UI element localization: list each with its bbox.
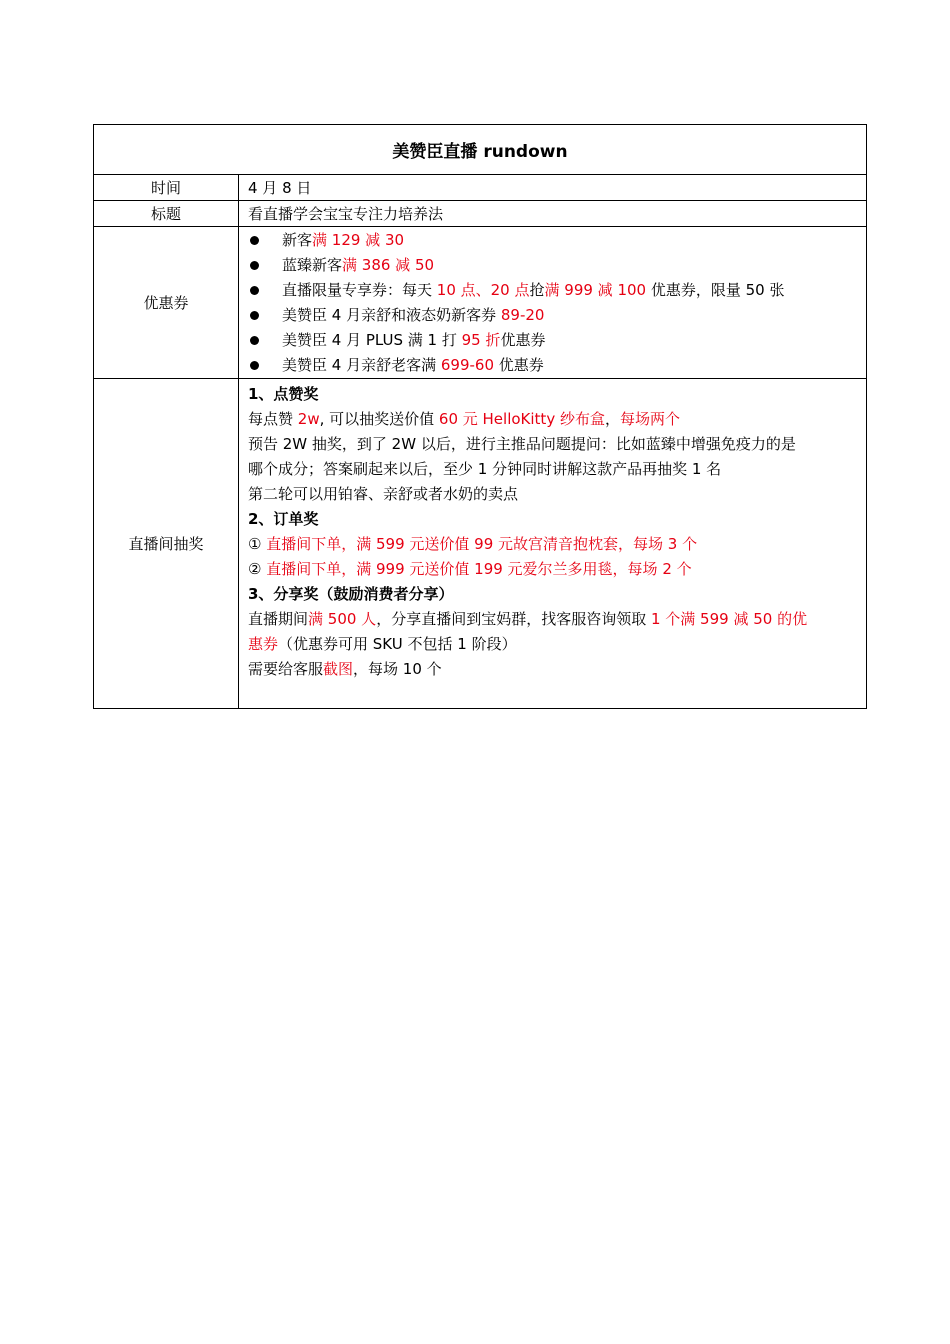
text-segment: ， [604, 410, 620, 428]
subject-value: 看直播学会宝宝专注力培养法 [239, 201, 867, 227]
text-segment: 第二轮可以用铂睿、亲舒或者水奶的卖点 [248, 485, 519, 503]
lottery-line [248, 407, 858, 432]
text-segment: 美赞臣 4 月 PLUS 满 1 打 [282, 331, 462, 349]
text-segment: 预告 2W 抽奖，到了 2W 以后，进行主推品问题提问：比如蓝臻中增强免疫力的是 [248, 435, 796, 453]
bullet-icon [250, 261, 259, 270]
text-segment: 2w [297, 410, 320, 428]
text-segment: 直播间下单，满 999 元送价值 199 元爱尔兰多用毯，每场 2 个 [266, 560, 692, 578]
text-segment: 699-60 [440, 356, 494, 374]
coupon-item [248, 303, 866, 328]
text-segment: 每点赞 [248, 410, 298, 428]
text-segment: 直播间下单，满 599 元送价值 99 元故宫清音抱枕套，每场 3 个 [266, 535, 698, 553]
text-segment: 满 386 减 50 [342, 256, 435, 274]
text-segment: 优惠券，限量 50 张 [646, 281, 785, 299]
lottery-line [248, 557, 858, 582]
lottery-label: 直播间抽奖 [94, 379, 239, 709]
bullet-icon [250, 361, 259, 370]
coupon-text [282, 353, 544, 378]
table-title-row [94, 125, 867, 175]
text-segment: 新客 [282, 231, 313, 249]
text-segment: 直播限量专享券：每天 [282, 281, 437, 299]
coupon-item [248, 278, 866, 303]
lottery-line [248, 482, 858, 507]
coupon-item [248, 253, 866, 278]
subject-label: 标题 [94, 201, 239, 227]
text-segment: 需要给客服 [248, 660, 324, 678]
text-segment: 优惠券 [494, 356, 544, 374]
coupon-text [282, 228, 404, 253]
text-segment: （优惠券可用 SKU 不包括 1 阶段） [278, 635, 517, 653]
text-segment: 89-20 [500, 306, 545, 324]
rundown-table [93, 124, 867, 709]
text-segment: 直播期间 [248, 610, 309, 628]
coupon-item [248, 353, 866, 378]
bullet-icon [250, 286, 259, 295]
text-segment: 2、订单奖 [248, 510, 319, 528]
lottery-line [248, 582, 858, 607]
bullet-icon [250, 236, 259, 245]
lottery-line [248, 607, 858, 632]
lottery-line [248, 457, 858, 482]
text-segment: 每场两个 [619, 410, 680, 428]
text-segment: 3、分享奖（鼓励消费者分享） [248, 585, 454, 603]
text-segment: 抢 [529, 281, 545, 299]
coupon-text [282, 303, 544, 328]
text-segment: ① [248, 535, 267, 553]
text-segment: 满 129 减 30 [312, 231, 405, 249]
text-segment: 优惠券 [500, 331, 546, 349]
coupon-row [94, 227, 867, 379]
text-segment: 60 元 HelloKitty 纱布盒 [438, 410, 605, 428]
lottery-line [248, 507, 858, 532]
lottery-cell [239, 379, 867, 709]
text-segment: 美赞臣 4 月亲舒和液态奶新客券 [282, 306, 501, 324]
coupon-list [239, 227, 866, 378]
time-label: 时间 [94, 175, 239, 201]
time-row [94, 175, 867, 201]
coupon-text [282, 253, 434, 278]
lottery-line [248, 432, 858, 457]
coupon-text [282, 278, 785, 303]
time-value: 4 月 8 日 [239, 175, 867, 201]
bullet-icon [250, 336, 259, 345]
text-segment: 满 500 人 [308, 610, 377, 628]
text-segment: 1、点赞奖 [248, 385, 319, 403]
text-segment: 满 999 减 100 [544, 281, 647, 299]
text-segment: 蓝臻新客 [282, 256, 343, 274]
lottery-line [248, 382, 858, 407]
coupon-item [248, 328, 866, 353]
text-segment: 1 个满 599 减 50 的优 [650, 610, 808, 628]
text-segment: ② [248, 560, 267, 578]
coupon-label: 优惠券 [94, 227, 239, 379]
lottery-line [248, 657, 858, 682]
lottery-line [248, 532, 858, 557]
coupon-item [248, 228, 866, 253]
text-segment: 10 点、20 点 [436, 281, 530, 299]
text-segment: 哪个成分；答案刷起来以后，至少 1 分钟同时讲解这款产品再抽奖 1 名 [248, 460, 722, 478]
text-segment: ，分享直播间到宝妈群，找客服咨询领取 [376, 610, 651, 628]
coupon-cell [239, 227, 867, 379]
coupon-text [282, 328, 546, 353]
lottery-line [248, 632, 858, 657]
text-segment: 惠券 [248, 635, 279, 653]
text-segment: 截图 [323, 660, 354, 678]
text-segment: 美赞臣 4 月亲舒老客满 [282, 356, 441, 374]
text-segment: 95 折 [461, 331, 501, 349]
lottery-row [94, 379, 867, 709]
text-segment: , 可以抽奖送价值 [319, 410, 439, 428]
text-segment: ，每场 10 个 [353, 660, 442, 678]
table-title: 美赞臣直播 rundown [94, 125, 867, 175]
subject-row [94, 201, 867, 227]
bullet-icon [250, 311, 259, 320]
